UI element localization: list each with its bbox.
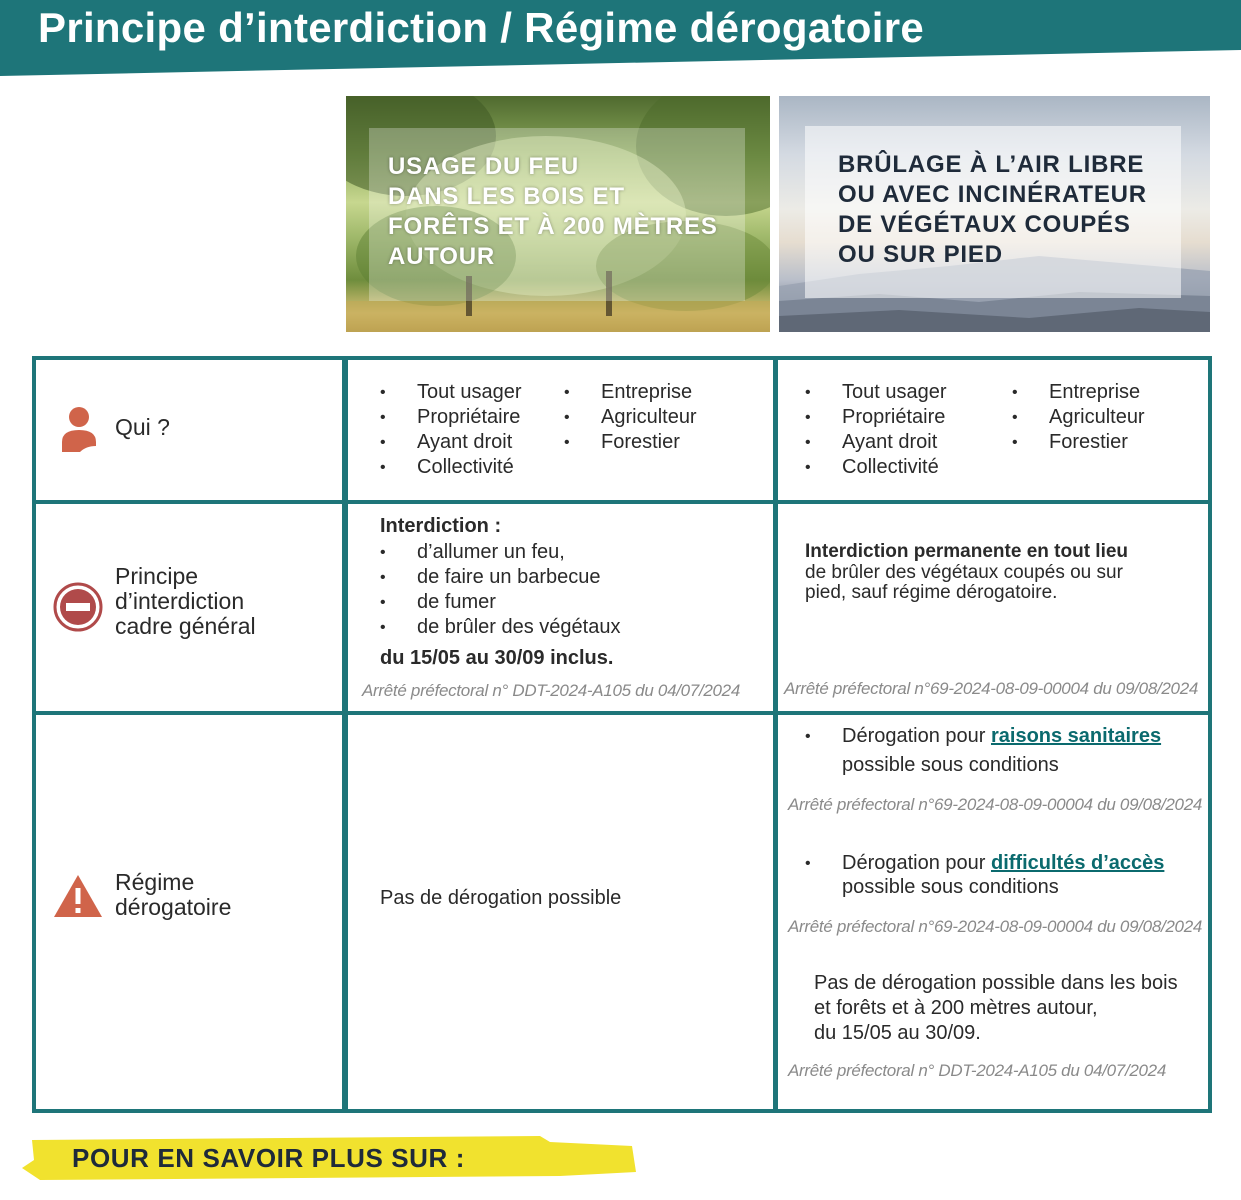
table-border-bottom	[32, 1109, 1212, 1113]
no-derogation-forest-line-3: du 15/05 au 30/09.	[814, 1022, 981, 1044]
burning-column-title: BRÛLAGE À L’AIR LIBRE OU AVEC INCINÉRATEUR DE VÉGÉTAUX COUPÉS OU SUR PIED	[838, 151, 1147, 268]
burning-interdiction-line-2: pied, sauf régime dérogatoire.	[805, 582, 1058, 603]
principe-label-line-3: cadre général	[115, 613, 256, 639]
list-item: • Propriétaire	[380, 405, 570, 430]
row-label-principe	[36, 504, 342, 711]
principe-label-line-2: d’interdiction	[115, 588, 245, 614]
interdiction-heading: Interdiction :	[380, 515, 502, 537]
list-item: • de brûler des végétaux	[380, 615, 740, 640]
list-item: • Entreprise	[564, 380, 754, 405]
list-item: • Agriculteur	[1012, 405, 1202, 430]
raisons-sanitaires-link[interactable]: raisons sanitaires	[990, 725, 1162, 747]
derogation-acces-ref: Arrêté préfectoral n°69-2024-08-09-00004 du 09/08/2024	[788, 917, 1203, 936]
list-item: • Forestier	[564, 430, 754, 455]
list-item: • de faire un barbecue	[380, 565, 740, 590]
qui-burning-list-right	[1012, 380, 1202, 455]
mountain-photo	[779, 96, 1210, 332]
forest-ref-principe: Arrêté préfectoral n° DDT-2024-A105 du 04/07/2024	[362, 681, 740, 700]
forest-caption-box	[369, 128, 745, 301]
warning-icon	[53, 874, 103, 918]
forest-photo	[346, 96, 770, 332]
list-item: • Tout usager	[805, 380, 1005, 405]
list-item: • Ayant droit	[805, 430, 1005, 455]
principe-forest-cell	[348, 504, 773, 711]
principe-label-line-1: Principe	[115, 563, 199, 589]
burning-interdiction-heading: Interdiction permanente en tout lieu	[805, 541, 1129, 562]
list-item: • Entreprise	[1012, 380, 1202, 405]
no-derogation-forest-line-2: et forêts et à 200 mètres autour,	[814, 997, 1098, 1019]
footer-title: POUR EN SAVOIR PLUS SUR :	[72, 1143, 466, 1173]
row-label-qui	[36, 360, 342, 500]
burning-caption-box	[805, 126, 1181, 298]
regime-forest-cell	[348, 715, 773, 1109]
no-derogation-forest-ref: Arrêté préfectoral n° DDT-2024-A105 du 04/07/2024	[788, 1061, 1166, 1080]
derogation-sanitaire-ref: Arrêté préfectoral n°69-2024-08-09-00004 du 09/08/2024	[788, 795, 1203, 814]
row-label-regime	[36, 715, 342, 1109]
qui-label: Qui ?	[115, 414, 170, 440]
person-icon	[60, 406, 100, 452]
no-entry-icon	[53, 582, 103, 632]
qui-forest-list-left	[380, 380, 570, 480]
principe-burning-cell	[778, 504, 1208, 711]
page-title: Principe d’interdiction / Régime dérogatoire	[38, 4, 925, 51]
list-item: • Propriétaire	[805, 405, 1005, 430]
list-item: • Collectivité	[380, 455, 570, 480]
list-item: • Collectivité	[805, 455, 1005, 480]
derogation-acces	[805, 851, 1205, 876]
list-item: • de fumer	[380, 590, 740, 615]
derogation-acces-suffix: possible sous conditions	[842, 876, 1059, 898]
regime-label-line-1: Régime	[115, 869, 195, 895]
table-border-right	[1208, 356, 1212, 1113]
interdiction-period: du 15/05 au 30/09 inclus.	[380, 647, 614, 669]
header-banner	[0, 0, 1241, 76]
list-item: • d’allumer un feu,	[380, 540, 740, 565]
list-item: • Tout usager	[380, 380, 570, 405]
list-item: • Ayant droit	[380, 430, 570, 455]
burning-ref-principe: Arrêté préfectoral n°69-2024-08-09-00004 du 09/08/2024	[784, 679, 1199, 698]
difficultes-acces-link[interactable]: difficultés d’accès	[990, 852, 1165, 874]
derogation-sanitaire-suffix: possible sous conditions	[842, 754, 1059, 776]
interdiction-list	[380, 540, 740, 640]
forest-column-title: USAGE DU FEU DANS LES BOIS ET FORÊTS ET À 200 MÈTRES AUTOUR	[388, 153, 718, 270]
derogation-sanitaire-prefix: Dérogation pour	[842, 725, 991, 747]
burning-interdiction-line-1: de brûler des végétaux coupés ou sur	[805, 562, 1123, 583]
list-item: • Agriculteur	[564, 405, 754, 430]
qui-forest-list-right	[564, 380, 754, 455]
regime-burning-cell	[778, 715, 1208, 1109]
regime-label-line-2: dérogatoire	[115, 894, 232, 920]
no-derogation-text: Pas de dérogation possible	[380, 887, 622, 909]
derogation-acces-prefix: Dérogation pour	[842, 852, 991, 874]
list-item	[805, 724, 1205, 749]
derogation-sanitaire	[805, 724, 1205, 749]
no-derogation-forest-line-1: Pas de dérogation possible dans les bois	[814, 972, 1178, 994]
list-item	[805, 851, 1205, 876]
qui-burning-list-left	[805, 380, 1005, 480]
list-item: • Forestier	[1012, 430, 1202, 455]
